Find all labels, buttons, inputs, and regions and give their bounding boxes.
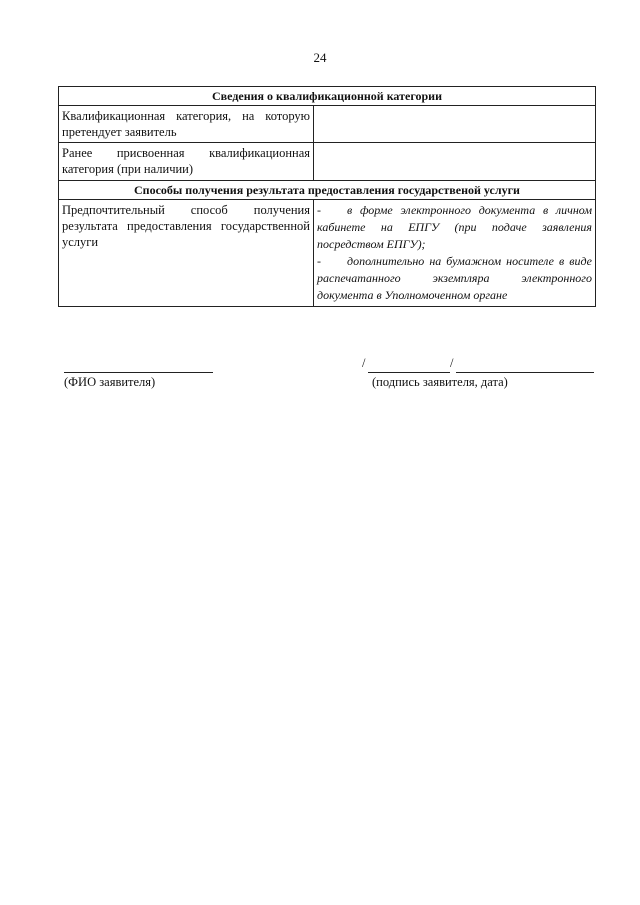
- signature-caption: (подпись заявителя, дата): [372, 375, 508, 389]
- requested-category-value[interactable]: [314, 106, 596, 143]
- signature-slash-left: /: [362, 356, 366, 370]
- page-number: 24: [313, 50, 327, 65]
- date-line: [456, 372, 594, 373]
- qualification-section-title: Сведения о квалификационной категории: [59, 87, 596, 106]
- previous-category-value[interactable]: [314, 143, 596, 181]
- option-text: дополнительно на бумажном носителе в виде распечатанного экземпляра электронного документа в Уполномоченном органе: [317, 254, 592, 302]
- preferred-method-label: Предпочтительный способ получения результата предоставления государственной услуги: [59, 200, 314, 307]
- section-header-row: [59, 87, 596, 106]
- signature-slash-right: /: [450, 356, 454, 370]
- application-table: [58, 86, 596, 307]
- section-header-row: [59, 181, 596, 200]
- requested-category-label: Квалификационная категория, на которую претендует заявитель: [59, 106, 314, 143]
- previous-category-label: Ранее присвоенная квалификационная категория (при наличии): [59, 143, 314, 181]
- result-methods-section-title: Способы получения результата предоставления государственой услуги: [59, 181, 596, 200]
- table-row: [59, 143, 596, 181]
- table-row: [59, 200, 596, 307]
- table-row: [59, 106, 596, 143]
- option-paper[interactable]: [317, 253, 592, 304]
- preferred-method-options: [314, 200, 596, 307]
- option-dash: -: [317, 203, 321, 217]
- fio-signature-line: [64, 372, 213, 373]
- signature-line: [368, 372, 450, 373]
- option-dash: -: [317, 254, 321, 268]
- option-electronic[interactable]: [317, 202, 592, 253]
- option-text: в форме электронного документа в личном кабинете на ЕПГУ (при подаче заявления посредством ЕПГУ);: [317, 203, 592, 251]
- fio-caption: (ФИО заявителя): [64, 375, 156, 389]
